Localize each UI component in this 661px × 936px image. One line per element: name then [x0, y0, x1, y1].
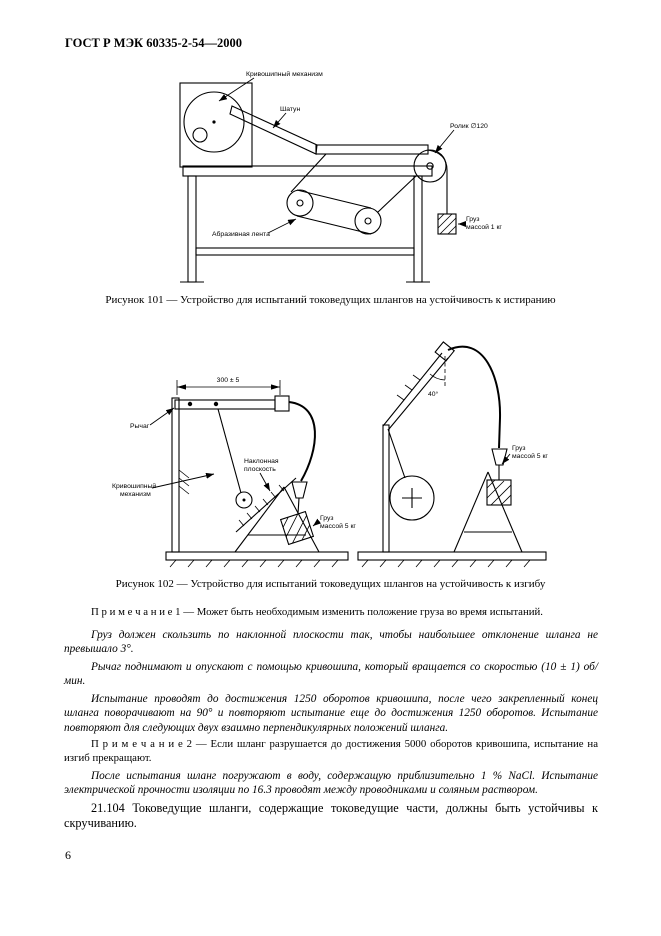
figure-101-drawing [150, 64, 560, 294]
weight-label: Груз [320, 515, 334, 522]
inclined-plane [236, 478, 296, 532]
abrasion-apparatus [180, 83, 456, 282]
note-2: П р и м е ч а н и е 2 — Если шланг разрушается до достижения 5000 оборотов кривошипа, испытание на изгиб прекращают. [64, 737, 598, 764]
frame-base [358, 552, 546, 560]
inclined-plane-label: Наклонная [244, 458, 279, 465]
clause-21-104: 21.104 Токоведущие шланги, содержащие токоведущие части, должны быть устойчивы к скручиванию. [64, 800, 598, 831]
document-header: ГОСТ Р МЭК 60335-2-54—2000 [65, 36, 243, 50]
slide-bar [316, 145, 428, 154]
abrasive-belt-label: Абразивная лента [212, 231, 270, 238]
weight-label: массой 5 кг [512, 453, 548, 460]
figure-101-leader-lines [219, 78, 464, 233]
inclined-plane-label: плоскость [244, 466, 276, 473]
hose [448, 347, 500, 448]
hose [378, 176, 416, 212]
frame-post [172, 398, 179, 552]
lever-label: Рычаг [130, 423, 150, 430]
frame-post [383, 425, 389, 552]
guide-funnel [492, 449, 507, 465]
angle-label: 40° [428, 391, 439, 398]
paragraph-incline-rule: Груз должен скользить по наклонной плоскости так, чтобы наибольшее отклонение шланга не превышало 3°. [64, 628, 598, 656]
figure-101-caption: Рисунок 101 — Устройство для испытаний токоведущих шлангов на устойчивость к истиранию [105, 294, 556, 306]
belt-pulley-upper [287, 190, 313, 216]
table-leg-right [414, 176, 422, 282]
belt-pulley-lower [355, 208, 381, 234]
weight-label: массой 5 кг [320, 523, 356, 530]
weight-label: массой 1 кг [466, 224, 502, 231]
note-1: П р и м е ч а н и е 1 — Может быть необходимым изменить положение груза во время испытаний. [91, 606, 543, 618]
frame-base [166, 552, 348, 560]
hose-clamp [275, 396, 289, 411]
weight-label: Груз [512, 445, 526, 452]
crank-rod [218, 409, 241, 493]
connecting-rod-label: Шатун [280, 106, 301, 113]
paragraph-lever-rule: Рычаг поднимают и опускают с помощью кривошипа, который вращается со скоростью (10 ± 1) об/мин. [64, 660, 598, 688]
crank-mechanism-label: Кривошипный механизм [246, 71, 323, 78]
bend-apparatus-left [166, 380, 348, 567]
hose [291, 154, 326, 192]
guide-funnel [292, 482, 307, 498]
crank-housing [180, 83, 252, 167]
paragraph-salt-test: После испытания шланг погружают в воду, содержащую приблизительно 1 % NaCl. Испытание электрической прочности изоляции по 16.3 проводят между проводниками и соляным раствором. [64, 769, 598, 797]
crank-mechanism-label: Кривошипный [112, 483, 157, 490]
roller-label: Ролик ∅120 [450, 123, 488, 130]
crank-mechanism-label: механизм [120, 491, 151, 498]
hose [289, 402, 315, 481]
table-shelf [196, 248, 414, 255]
body-text [64, 606, 598, 835]
crank-pin [193, 128, 207, 142]
figure-102-leader-lines [150, 408, 510, 526]
figure-102-drawing [92, 330, 562, 572]
dimension-label: 300 ± 5 [216, 377, 240, 384]
weight-label: Груз [466, 216, 480, 223]
weight [281, 512, 314, 545]
page-number: 6 [65, 848, 71, 862]
table-leg-left [188, 176, 196, 282]
weight [487, 480, 511, 505]
figure-102-caption: Рисунок 102 — Устройство для испытаний токоведущих шлангов на устойчивость к изгибу [115, 578, 546, 590]
paragraph-test-procedure: Испытание проводят до достижения 1250 оборотов кривошипа, после чего закрепленный конец шланга поворачивают на 90° и повторяют испытание еще до достижения 1250 оборотов. Испытание повторяют для следующих двух взаимно перпендикулярных положений шланга. [64, 692, 598, 734]
